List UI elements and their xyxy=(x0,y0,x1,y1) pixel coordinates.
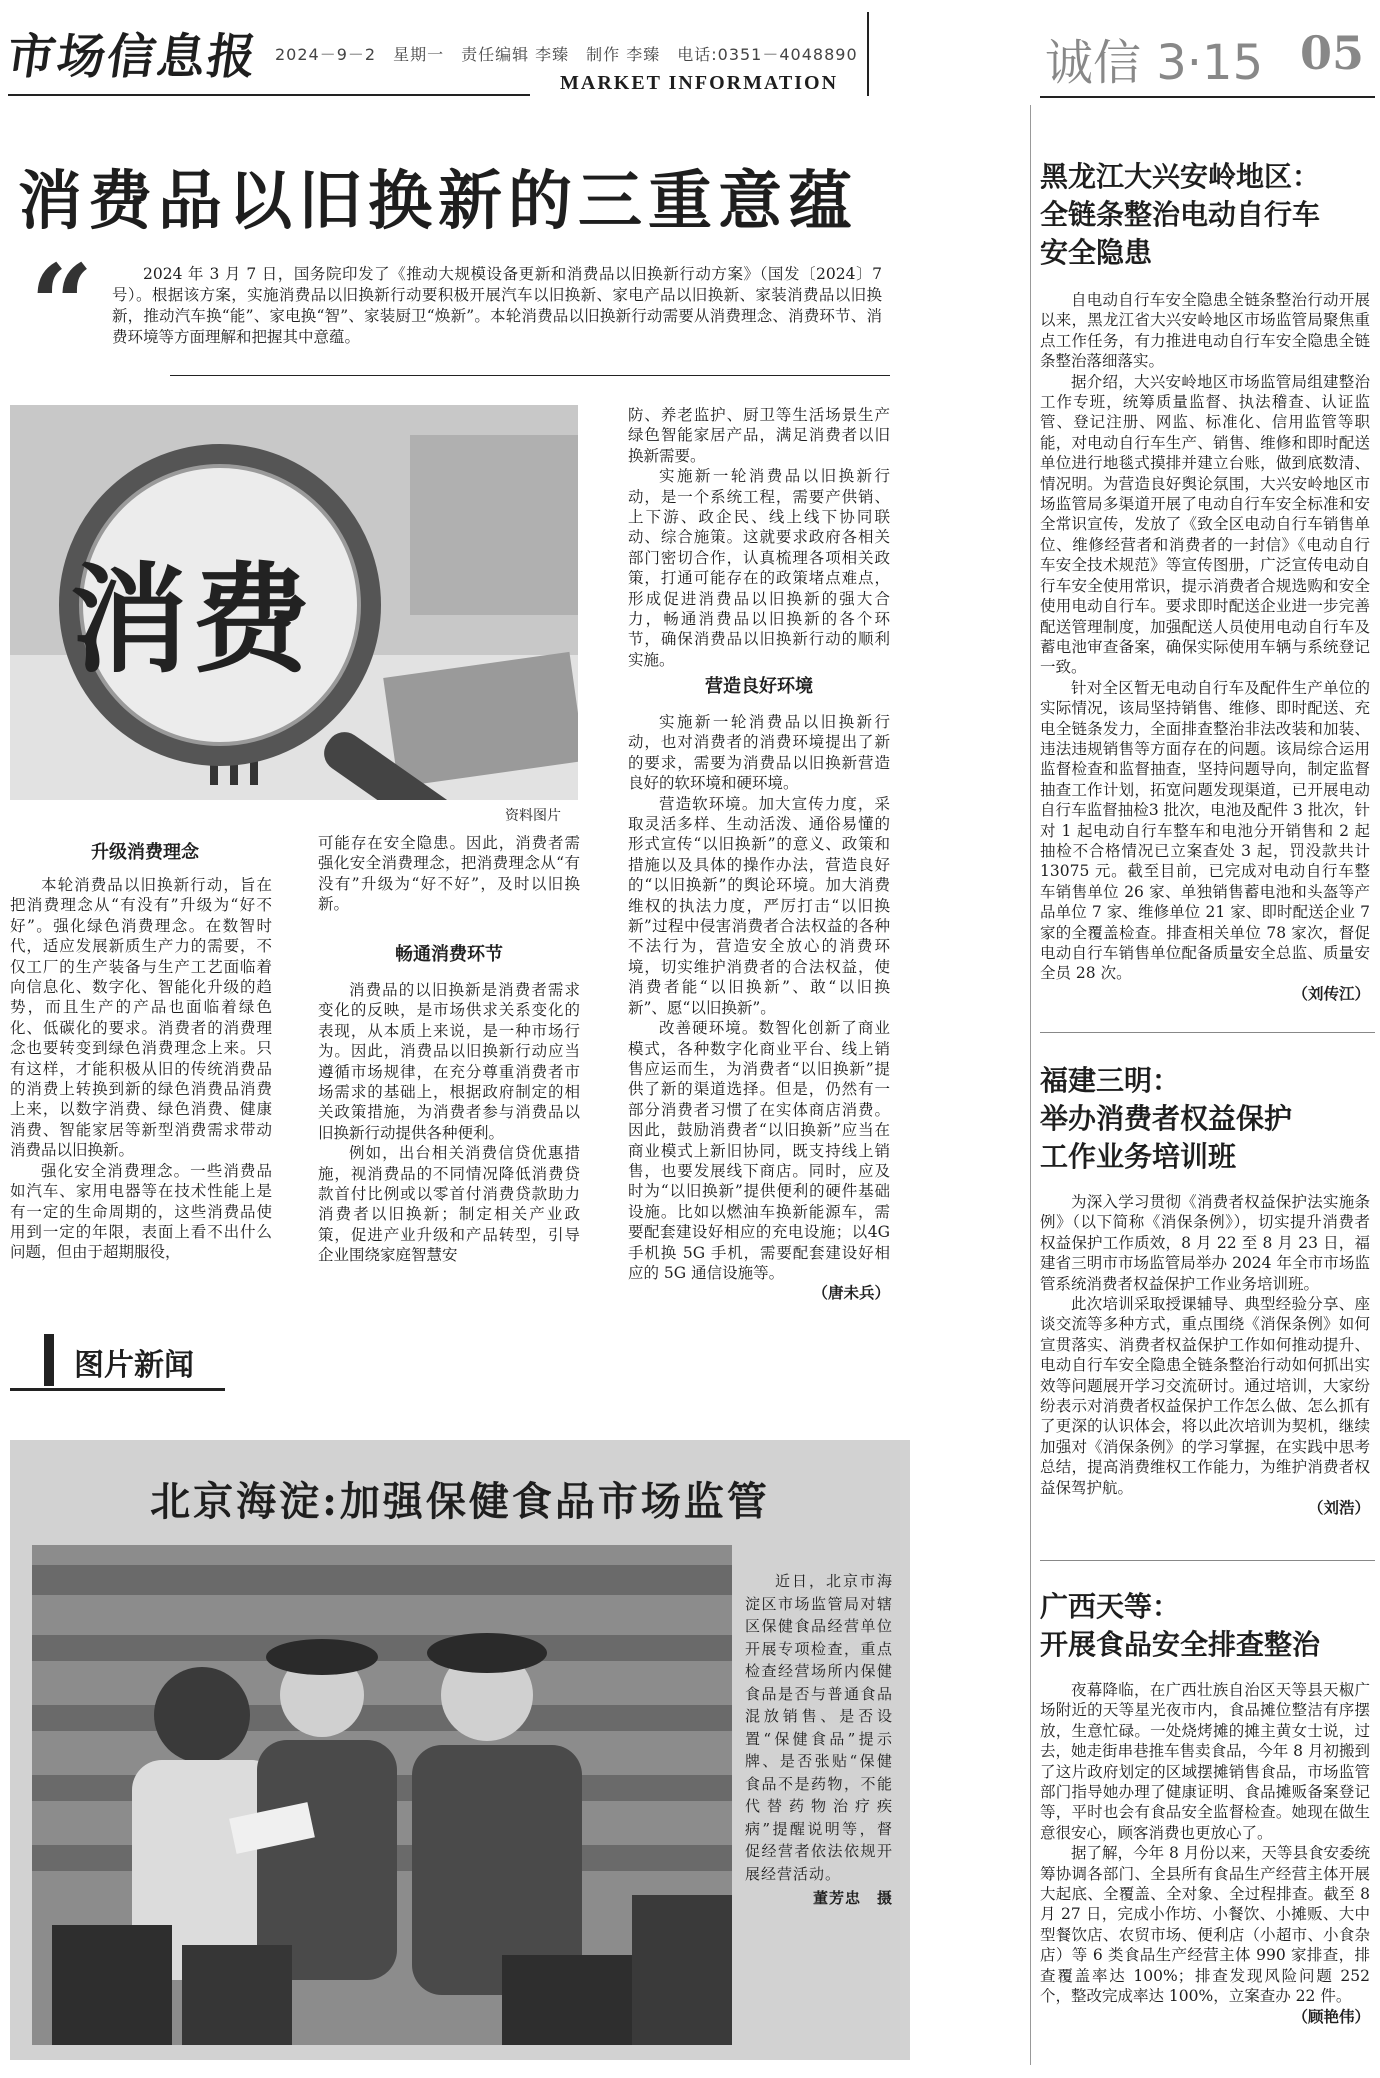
article-2-para: 为深入学习贯彻《消费者权益保护法实施条例》（以下简称《消保条例》），切实提升消费者权益保护工作质效，8 月 22 至 8 月 23 日，福建省三明市市场监管局举办 2024 年全市市场监管系统消费者权益保护工作业务培训班。 xyxy=(1040,1193,1370,1293)
article-1-para: 针对全区暂无电动自行车及配件生产单位的实际情况，该局坚持销售、维修、即时配送、充电全链条发力，全面排查整治非法改装和加装、违法违规销售等方面存在的问题。该局综合运用监督检查和监督抽查，坚持问题导向，制定监督抽查工作计划，拓宽问题发现渠道，已开展电动自行车监督抽检3 批次，电池及配件 3 批次，针对 1 起电动自行车整车和电池分开销售和 2 起抽检不合格情况已立案查处 3 起，罚没款共计 13075 元。截至目前，已完成对电动自行车整车销售单位 26 家、单独销售蓄电池和头盔等产品单位 7 家、维修单位 21 家、即时配送企业 7 家的全覆盖检查。排查相关单位 78 家次，督促电动自行车销售单位配备质量安全总监、质量安全员 28 次。 xyxy=(1040,678,1370,983)
newspaper-logo: 市场信息报 xyxy=(3,29,262,85)
masthead-vertical-rule xyxy=(867,12,869,96)
photo-news-label xyxy=(10,1330,225,1390)
quote-mark-icon: “ xyxy=(30,240,94,369)
column-3-top xyxy=(628,405,890,670)
title-line: 全链条整治电动自行车 xyxy=(1040,198,1321,231)
inspection-photo xyxy=(32,1545,732,2045)
photo-credit: 董芳忠 摄 xyxy=(812,1889,893,1907)
article-1-body xyxy=(1040,290,1370,1004)
photo-news-title: 北京海淀:加强保健食品市场监管 xyxy=(150,1478,770,1525)
article-2-byline: （刘浩） xyxy=(1307,1498,1370,1518)
masthead-info: 2024－9－2 星期一 责任编辑 李臻 制作 李臻 电话:0351－4048890 xyxy=(275,45,858,64)
article-3-para: 夜幕降临，在广西壮族自治区天等县天椒广场附近的天等星光夜市内，食品摊位整洁有序摆放，生意忙碌。一处烧烤摊的摊主黄女士说，过去，她走街串巷推车售卖食品，今年 8 月初搬到了这片政府划定的区域摆摊销售食品，市场监管部门指导她办理了健康证明、食品摊贩备案登记等，平时也会有食品安全监督检查。她现在做生意很安心，顾客消费也更放心了。 xyxy=(1040,1681,1370,1842)
main-headline: 消费品以旧换新的三重意蕴 xyxy=(18,165,858,239)
column-1 xyxy=(10,875,272,1263)
article-2-rule xyxy=(1040,1560,1375,1561)
article-1-rule xyxy=(1040,1032,1375,1033)
title-line: 安全隐患 xyxy=(1040,236,1153,269)
article-1-title xyxy=(1040,158,1375,272)
col2-para: 例如，出台相关消费信贷优惠措施，视消费品的不同情况降低消费贷款首付比例或以零首付消费贷款助力消费者以旧换新；制定相关产业政策，促进产业升级和产品转型，引导企业围绕家庭智慧安 xyxy=(318,1144,580,1265)
article-2-para: 此次培训采取授课辅导、典型经验分享、座谈交流等多种方式，重点围绕《消保条例》如何宣贯落实、消费者权益保护工作如何推动提升、电动自行车安全隐患全链条整治行动如何抓出实效等问题展开学习交流研讨。通过培训，大家纷纷表示对消费者权益保护工作怎么做、怎么抓有了更深的认识体会，将以此次培训为契机，继续加强对《消保条例》的学习掌握，在实践中思考总结，提高消费维权工作能力，为维护消费者权益保驾护航。 xyxy=(1040,1295,1370,1497)
article-1-byline: （刘传江） xyxy=(1292,983,1370,1003)
col3-para: 实施新一轮消费品以旧换新行动，是一个系统工程，需要产供销、上下游、政企民、线上线下协同联动、综合施策。这就要求政府各相关部门密切合作，认真梳理各项相关政策，打通可能存在的政策堵点难点，形成促进消费品以旧换新的强大合力，畅通消费品以旧换新的各个环节，确保消费品以旧换新行动的顺利实施。 xyxy=(628,467,890,669)
photo-word: 消费 xyxy=(70,551,315,689)
col3-para: 实施新一轮消费品以旧换新行动，也对消费者的消费环境提出了新的要求，需要为消费品以旧换新营造良好的软环境和硬环境。 xyxy=(628,713,890,793)
article-3-byline: （顾艳伟） xyxy=(1292,2006,1370,2026)
column-3 xyxy=(628,712,890,1304)
photo-news-caption xyxy=(745,1570,893,1910)
masthead-english: MARKET INFORMATION xyxy=(560,72,839,94)
inspection-scene xyxy=(32,1545,732,2045)
col1-para: 本轮消费品以旧换新行动，旨在把消费理念从“有没有”升级为“好不好”。强化绿色消费理念。在数智时代，适应发展新质生产力的需要，不仅工厂的生产装备与生产工艺面临着向信息化、数字化、智能化升级的趋势，而且生产的产品也面临着绿色化、低碳化的要求。消费者的消费理念也要转变到绿色消费理念上来。只有这样，才能积极从旧的传统消费品的消费上转换到新的绿色消费品消费上来，以数字消费、绿色消费、健康消费、智能家居等新型消费需求带动消费品以旧换新。 xyxy=(10,876,272,1160)
article-3-title xyxy=(1040,1588,1375,1664)
photo-credit: 资料图片 xyxy=(505,808,561,824)
section-rule xyxy=(1040,96,1375,98)
title-line: 广西天等： xyxy=(1040,1590,1181,1623)
title-line: 开展食品安全排查整治 xyxy=(1040,1628,1321,1661)
col3-top-para: 防、养老监护、厨卫等生活场景生产绿色智能家居产品，满足消费者以旧换新需要。 xyxy=(628,406,890,465)
lede-paragraph: 2024 年 3 月 7 日，国务院印发了《推动大规模设备更新和消费品以旧换新行动方案》（国发〔2024〕7 号）。根据该方案，实施消费品以旧换新行动要积极开展汽车以旧换新、家电产品以旧换新、家装消费品以旧换新，推动汽车换“能”、家电换“智”、家装厨卫“焕新”。本轮消费品以旧换新行动需要从消费理念、消费环节、消费环境等方面理解和把握其中意蕴。 xyxy=(112,265,882,346)
col2-top-para: 可能存在安全隐患。因此，消费者需强化安全消费理念，把消费理念从“有没有”升级为“好不好”，及时以旧换新。 xyxy=(318,834,580,914)
page-number: 05 xyxy=(1300,26,1365,80)
article-3-para: 据了解，今年 8 月份以来，天等县食安委统筹协调各部门、全县所有食品生产经营主体开展大起底、全覆盖、全对象、全过程排查。截至 8 月 27 日，完成小作坊、小餐饮、小摊贩、大中型餐饮店、农贸市场、便利店（小超市、小食杂店）等 6 类食品生产经营主体 990 家排查，排查覆盖率达 100%；排查发现风险问题 252 个，整改完成率达 100%，立案查办 22 件。 xyxy=(1040,1844,1370,2006)
title-line: 福建三明： xyxy=(1040,1064,1181,1097)
column-2 xyxy=(318,980,580,1266)
article-2-body xyxy=(1040,1192,1370,1519)
label-underline xyxy=(10,1388,225,1391)
column-2-top xyxy=(318,833,580,915)
article-1-para: 自电动自行车安全隐患全链条整治行动开展以来，黑龙江省大兴安岭地区市场监管局聚焦重点工作任务，有力推进电动自行车安全隐患全链条整治落细落实。 xyxy=(1040,291,1370,371)
subheading-1: 升级消费理念 xyxy=(91,842,199,863)
col1-para: 强化安全消费理念。一些消费品如汽车、家用电器等在技术性能上是有一定的生命周期的，这些消费品使用到一定的年限，表面上看不出什么问题，但由于超期服役， xyxy=(10,1161,272,1262)
lede-rule xyxy=(170,375,890,376)
right-column-divider xyxy=(1030,105,1031,2065)
subheading-3: 营造良好环境 xyxy=(705,676,813,697)
col3-para: 营造软环境。加大宣传力度，采取灵活多样、生动活泼、通俗易懂的形式宣传“以旧换新”的意义、政策和措施以及具体的操作办法，营造良好的“以旧换新”的舆论环境。加大消费维权的执法力度，严厉打击“以旧换新”过程中侵害消费者合法权益的各种不法行为，营造安全放心的消费环境，切实维护消费者的合法权益，使消费者能“以旧换新”、敢“以旧换新”、愿“以旧换新”。 xyxy=(628,794,890,1017)
article-1-para: 据介绍，大兴安岭地区市场监管局组建整治工作专班，统筹质量监督、执法稽查、认证监管、登记注册、网监、标准化、信用监管等职能，对电动自行车生产、销售、维修和即时配送单位进行地毯式摸排并建立台账，做到底数清、情况明。为营造良好舆论氛围，大兴安岭地区市场监管局多渠道开展了电动自行车安全标准和安全常识宣传，发放了《致全区电动自行车销售单位、维修经营者和消费者的一封信》《电动自行车安全技术规范》等宣传图册，广泛宣传电动自行车安全使用常识，提示消费者合规选购和安全使用电动自行车。要求即时配送企业进一步完善配送管理制度，加强配送人员使用电动自行车及蓄电池审查备案，确保实际使用车辆与系统登记一致。 xyxy=(1040,372,1370,677)
subheading-2: 畅通消费环节 xyxy=(395,944,503,965)
byline: （唐未兵） xyxy=(812,1283,890,1303)
col2-para: 消费品的以旧换新是消费者需求变化的反映，是市场供求关系变化的表现，从本质上来说，是一种市场行为。因此，消费品以旧换新行动应当遵循市场规律，在充分尊重消费者市场需求的基础上，根据政府制定的相关政策措施，为消费者参与消费品以旧换新行动提供各种便利。 xyxy=(318,981,580,1142)
section-title: 诚信 3·15 xyxy=(1045,35,1264,91)
label-bar xyxy=(44,1334,54,1386)
feature-photo xyxy=(10,405,578,800)
title-line: 黑龙江大兴安岭地区： xyxy=(1040,160,1321,193)
title-line: 工作业务培训班 xyxy=(1040,1140,1237,1173)
photo-news-panel xyxy=(10,1440,910,2060)
article-3-body xyxy=(1040,1680,1370,2027)
masthead-rule xyxy=(8,94,530,96)
article-2-title xyxy=(1040,1062,1375,1176)
col3-para: 改善硬环境。数智化创新了商业模式，各种数字化商业平台、线上销售应运而生，为消费者“以旧换新”提供了新的渠道选择。但是，仍然有一部分消费者习惯了在实体商店消费。因此，鼓励消费者“以旧换新”应当在商业模式上新旧协同，既支持线上销售，也要发展线下商店。同时，应及时为“以旧换新”提供便利的硬件基础设施。比如以燃油车换新能源车，需要配套建设好相应的充电设施；以4G 手机换 5G 手机，需要配套建设好相应的 5G 通信设施等。 xyxy=(628,1019,890,1282)
photo-news-label-text: 图片新闻 xyxy=(74,1348,194,1383)
title-line: 举办消费者权益保护 xyxy=(1040,1102,1293,1135)
caption-text: 近日，北京市海淀区市场监管局对辖区保健食品经营单位开展专项检查，重点检查经营场所内保健食品是否与普通食品混放销售、是否设置“保健食品”提示牌、是否张贴“保健食品不是药物，不能代替药物治疗疾病”提醒说明等，督促经营者依法依规开展经营活动。 xyxy=(745,1572,893,1883)
